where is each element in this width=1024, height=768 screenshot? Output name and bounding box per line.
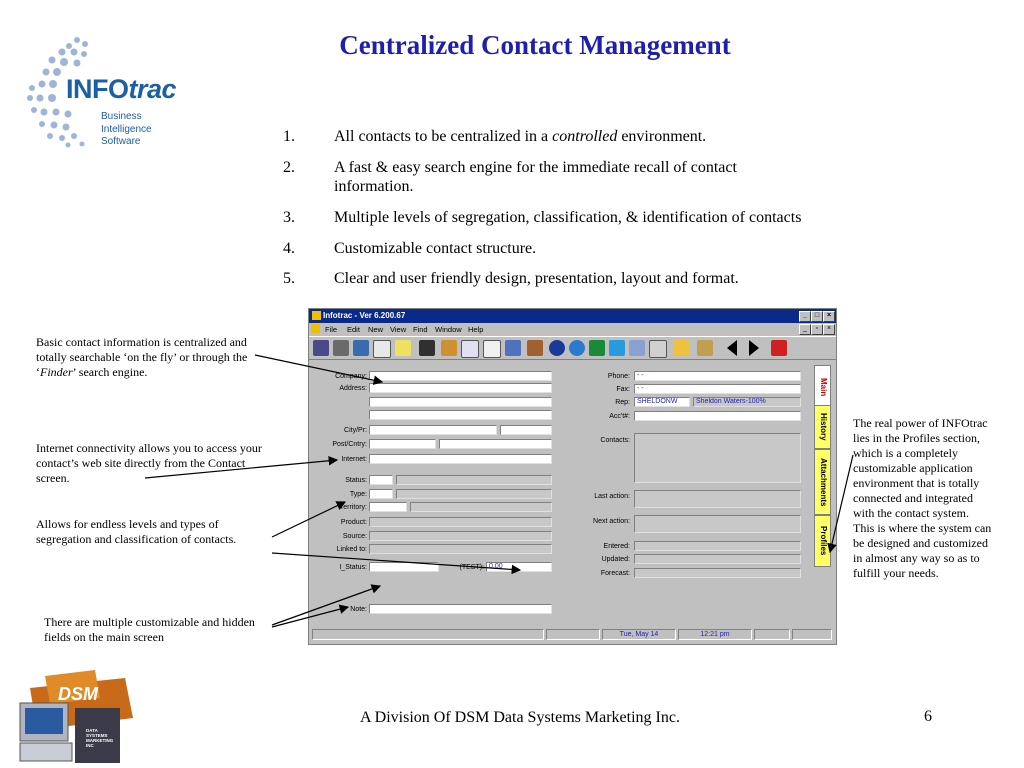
fax-field[interactable]: - - (634, 384, 801, 394)
post-label: Post/Cntry: (332, 441, 367, 448)
dsm-logo (15, 668, 135, 768)
annotation-internet: Internet connectivity allows you to access your contact’s web site directly from the Contact screen. (36, 441, 262, 485)
maximize-button[interactable]: □ (811, 311, 823, 322)
arrow-basic (255, 355, 382, 382)
minimize-button[interactable]: _ (799, 311, 811, 322)
annotation-levels: Allows for endless levels and types of segregation and classification of contacts. (36, 517, 237, 546)
infotrac-logo-tagline: Business Intelligence Software (101, 111, 152, 147)
updated-label: Updated: (601, 556, 630, 563)
type-label: Type: (349, 491, 367, 498)
last-action-label: Last action: (594, 493, 630, 500)
company-label: Company: (335, 373, 367, 380)
annotation-basic-info: Basic contact information is centralized and totally searchable ‘on the fly’ or through the ‘Finder’ search engine. (36, 335, 248, 379)
list-item: 4. Customizable contact structure. (283, 240, 537, 257)
menu-edit[interactable]: Edit (347, 325, 360, 334)
arrow-levels-2 (272, 553, 520, 570)
menu-find[interactable]: Find (413, 325, 428, 334)
arrow-internet (145, 460, 337, 478)
tab-main[interactable]: Main (814, 365, 831, 409)
mdi-restore-button[interactable]: ▫ (811, 324, 823, 335)
page-number: 6 (924, 708, 932, 725)
dsm-logo-text: DSM (58, 684, 98, 704)
list-item: 1. All contacts to be centralized in a controlled environment. (283, 128, 707, 145)
tab-profiles[interactable]: Profiles (814, 515, 831, 567)
product-label: Product: (340, 519, 367, 526)
dsm-logo-sub: DATA SYSTEMS MARKETING INC (86, 728, 114, 748)
phone-field[interactable]: - - (634, 371, 801, 381)
tab-history[interactable]: History (814, 405, 831, 449)
linked-label: Linked to: (336, 546, 367, 553)
app-title: Infotrac - Ver 6.200.67 (323, 311, 406, 320)
arrow-levels-1 (272, 502, 345, 537)
entered-label: Entered: (603, 543, 630, 550)
status-time: 12:21 pm (678, 629, 752, 640)
test-field[interactable]: 0.00 (486, 562, 552, 572)
list-item: 3. Multiple levels of segregation, classification, & identification of contacts (283, 209, 802, 226)
contacts-label: Contacts: (600, 437, 630, 444)
address-label: Address: (339, 385, 367, 392)
arrow-hidden-1 (272, 586, 380, 625)
arrow-hidden-2 (272, 607, 348, 627)
forecast-label: Forecast: (600, 570, 630, 577)
mdi-close-button[interactable]: × (823, 324, 835, 335)
note-label: Note: (350, 606, 367, 613)
rep-code-field[interactable]: SHELDONW (634, 397, 690, 407)
arrow-profiles (830, 455, 853, 552)
source-label: Source: (342, 533, 367, 540)
mdi-minimize-button[interactable]: _ (799, 324, 811, 335)
close-button[interactable]: × (823, 311, 835, 322)
internet-label: Internet: (341, 456, 367, 463)
phone-label: Phone: (607, 373, 630, 380)
list-item: 2. A fast & easy search engine for the immediate recall of contact information. (283, 159, 737, 195)
rep-name-field: Sheldon Waters-100% (693, 397, 801, 407)
infotrac-logo-wordmark: INFOtrac (66, 74, 177, 104)
acct-label: Acc't#: (609, 413, 630, 420)
istatus-label: I_Status: (339, 564, 367, 571)
fax-label: Fax: (616, 386, 630, 393)
menu-view[interactable]: View (390, 325, 407, 334)
slide-footer: A Division Of DSM Data Systems Marketing Inc. (360, 709, 680, 726)
menu-new[interactable]: New (368, 325, 384, 334)
annotation-hidden-fields: There are multiple customizable and hidden fields on the main screen (44, 615, 255, 644)
city-label: City/Pr: (344, 427, 367, 434)
status-label: Status: (345, 477, 367, 484)
test-label: (TEST): (459, 564, 484, 571)
status-date: Tue, May 14 (602, 629, 676, 640)
menu-window[interactable]: Window (435, 325, 462, 334)
list-item: 5. Clear and user friendly design, presentation, layout and format. (283, 270, 739, 287)
next-action-label: Next action: (593, 518, 630, 525)
menu-help[interactable]: Help (468, 325, 484, 334)
territory-label: Territory: (339, 504, 367, 511)
tab-attachments[interactable]: Attachments (814, 449, 831, 515)
slide-title: Centralized Contact Management (339, 30, 731, 60)
annotation-profiles-power: The real power of INFOtrac lies in the Profiles section, which is a completely customizable application environment that is totally connected and integrated with the contact system. This is where the system can be designed and customized in almost any way so as to fulfill your needs. (853, 416, 992, 580)
rep-label: Rep: (615, 399, 630, 406)
menu-file[interactable]: File (325, 325, 338, 334)
